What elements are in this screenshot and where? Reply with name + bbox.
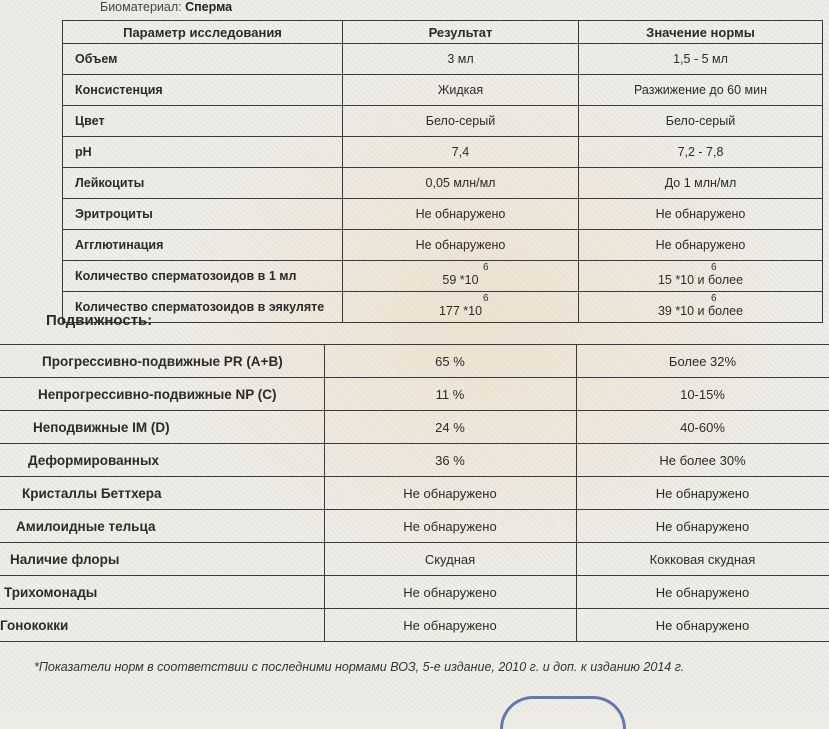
param-name: Эритроциты <box>63 199 343 230</box>
table-row <box>63 75 823 106</box>
norm-mantissa: 15 *10 и более <box>657 273 744 287</box>
exponent: 6 <box>483 262 489 273</box>
result-value: Не обнаружено <box>343 230 579 261</box>
table-row <box>0 378 829 411</box>
param-name: Агглютинация <box>63 230 343 261</box>
result-value <box>343 292 579 323</box>
norm-value: Не обнаружено <box>579 230 823 261</box>
exponent: 6 <box>711 293 717 304</box>
param-name: Амилоидные тельца <box>0 510 324 543</box>
param-name: Гонококки <box>0 609 324 642</box>
norm-value: 7,2 - 7,8 <box>579 137 823 168</box>
table-row <box>0 345 829 378</box>
result-value: Не обнаружено <box>324 576 576 609</box>
norm-value <box>579 261 823 292</box>
result-value: 11 % <box>324 378 576 411</box>
table-row <box>0 609 829 642</box>
result-value <box>343 261 579 292</box>
result-value: Жидкая <box>343 75 579 106</box>
results-table <box>62 20 823 323</box>
param-name: Непрогрессивно-подвижные NP (C) <box>0 378 324 411</box>
param-name: Цвет <box>63 106 343 137</box>
table-row <box>0 543 829 576</box>
table-row <box>0 510 829 543</box>
norm-value: Не обнаружено <box>576 510 829 543</box>
result-value: 0,05 млн/мл <box>343 168 579 199</box>
norm-value: Не обнаружено <box>579 199 823 230</box>
table-row <box>63 230 823 261</box>
table-row <box>63 137 823 168</box>
table-row <box>0 477 829 510</box>
result-value: 36 % <box>324 444 576 477</box>
norm-value: Не обнаружено <box>576 609 829 642</box>
norm-value: Не более 30% <box>576 444 829 477</box>
header-param: Параметр исследования <box>63 21 343 44</box>
norm-value: Более 32% <box>576 345 829 378</box>
norm-value: Не обнаружено <box>576 576 829 609</box>
table-row <box>63 261 823 292</box>
norm-value: Бело-серый <box>579 106 823 137</box>
param-name: Трихомонады <box>0 576 324 609</box>
result-value: Не обнаружено <box>324 510 576 543</box>
result-value: 7,4 <box>343 137 579 168</box>
param-name: Кристаллы Беттхера <box>0 477 324 510</box>
table-row <box>63 168 823 199</box>
exponent: 6 <box>483 293 489 304</box>
param-name: Лейкоциты <box>63 168 343 199</box>
result-value: 3 мл <box>343 44 579 75</box>
param-name: pH <box>63 137 343 168</box>
norm-value: 40-60% <box>576 411 829 444</box>
result-value: 65 % <box>324 345 576 378</box>
motility-table <box>0 344 829 642</box>
norm-value: Кокковая скудная <box>576 543 829 576</box>
biomaterial-value: Сперма <box>185 0 233 14</box>
result-value: Не обнаружено <box>324 477 576 510</box>
biomaterial-label: Биоматериал: <box>100 0 182 14</box>
param-name: Консистенция <box>63 75 343 106</box>
table-row <box>63 106 823 137</box>
result-value: Бело-серый <box>343 106 579 137</box>
header-norm: Значение нормы <box>579 21 823 44</box>
footnote: *Показатели норм в соответствии с последними нормами ВОЗ, 5-е издание, 2010 г. и доп. к изданию 2014 г. <box>34 660 685 674</box>
exponent: 6 <box>711 262 717 273</box>
table-row <box>63 44 823 75</box>
table-row <box>63 199 823 230</box>
motility-title: Подвижность: <box>46 312 153 329</box>
result-value: 24 % <box>324 411 576 444</box>
table-row <box>0 444 829 477</box>
result-mantissa: 59 *10 <box>442 273 479 287</box>
norm-value: До 1 млн/мл <box>579 168 823 199</box>
param-name: Объем <box>63 44 343 75</box>
param-name: Количество сперматозоидов в 1 мл <box>63 261 343 292</box>
header-result: Результат <box>343 21 579 44</box>
param-name: Прогрессивно-подвижные PR (A+B) <box>0 345 324 378</box>
param-name: Неподвижные IM (D) <box>0 411 324 444</box>
result-value: Не обнаружено <box>343 199 579 230</box>
param-name: Количество сперматозоидов в эякуляте <box>63 292 343 323</box>
norm-value: Разжижение до 60 мин <box>579 75 823 106</box>
table-row <box>63 292 823 323</box>
norm-value: 10-15% <box>576 378 829 411</box>
param-name: Деформированных <box>0 444 324 477</box>
table-header-row <box>63 21 823 44</box>
result-value: Не обнаружено <box>324 609 576 642</box>
result-mantissa: 177 *10 <box>438 304 483 318</box>
norm-mantissa: 39 *10 и более <box>657 304 744 318</box>
norm-value: 1,5 - 5 мл <box>579 44 823 75</box>
table-row <box>0 411 829 444</box>
table-row <box>0 576 829 609</box>
param-name: Наличие флоры <box>0 543 324 576</box>
biomaterial-line <box>100 0 232 14</box>
result-value: Скудная <box>324 543 576 576</box>
norm-value: Не обнаружено <box>576 477 829 510</box>
norm-value <box>579 292 823 323</box>
stamp-mark <box>500 696 626 729</box>
